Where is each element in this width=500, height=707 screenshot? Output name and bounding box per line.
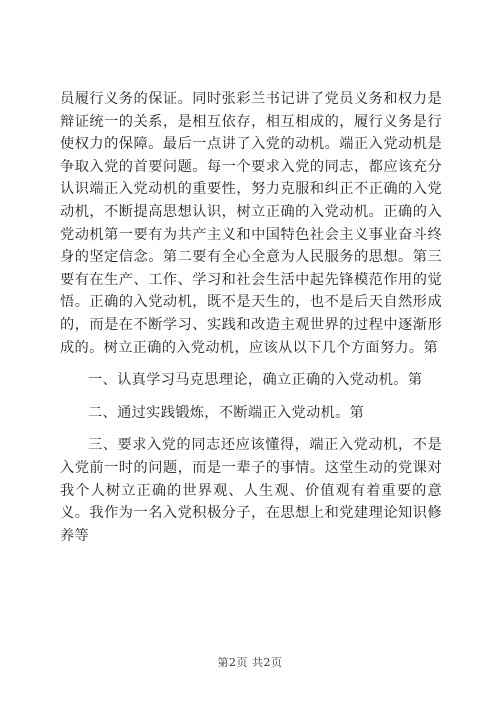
list-item-practice: 二、通过实践锻炼，不断端正入党动机。第 bbox=[88, 404, 365, 421]
list-item-study-theory: 一、认真学习马克思理论，确立正确的入党动机。第 bbox=[88, 372, 423, 389]
page-number-footer: 第2页 共2页 bbox=[217, 656, 283, 669]
paragraph-party-motive: 员履行义务的保证。同时张彩兰书记讲了党员义务和权力是辩证统一的关系，是相互依存，相互相成的，履行义务是行使权力的保障。最后一点讲了入党的动机。端正入党动机是争取入党的首要问题。每一个要求入党的同志，都应该充分认识端正入党动机的重要性，努力克服和纠正不正确的入党动机，不断提高思想认识，树立正确的入党动机。正确的入党动机第一要有为共产主义和中国特色社会主义事业奋斗终身的坚定信念。第二要有全心全意为人民服务的思想。第三要有在生产、工作、学习和社会生活中起先锋模范作用的觉悟。正确的入党动机，既不是天生的，也不是后天自然形成的，而是在不断学习、实践和改造主观世界的过程中逐渐形成的。树立正确的入党动机，应该从以下几个方面努力。第 bbox=[60, 91, 442, 356]
paragraph-lifelong-motive: 三、要求入党的同志还应该懂得，端正入党动机，不是入党前一时的问题，而是一辈子的事情。这堂生动的党课对我个人树立正确的世界观、人生观、价值观有着重要的意义。我作为一名入党积极分子，在思想上和党建理论知识修养等 bbox=[60, 437, 442, 544]
document-body bbox=[60, 88, 442, 547]
